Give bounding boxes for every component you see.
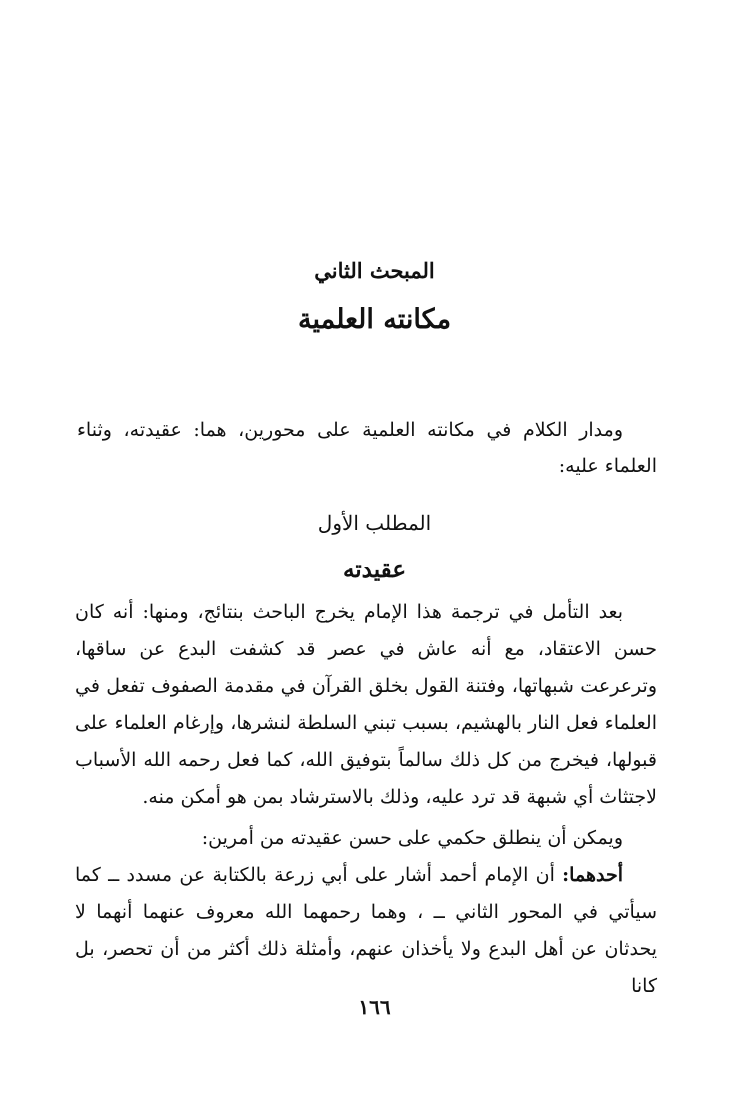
subsection-label: المطلب الأول (317, 511, 432, 535)
paragraph-3 (75, 857, 657, 1005)
paragraph-1: بعد التأمل في ترجمة هذا الإمام يخرج الباحث بنتائج، ومنها: أنه كان حسن الاعتقاد، مع أنه عاش في عصر قد كشفت البدع عن ساقها، وترعرعت شبهاتها، وفتنة القول بخلق القرآن في مقدمة الصفوف تفعل في العلماء فعل النار بالهشيم، بسبب تبني السلطة لنشرها، وإرغام العلماء على قبولها، فيخرج من كل ذلك سالماً بتوفيق الله، كما فعل رحمه الله الأسباب لاجتثاث أي شبهة قد ترد عليه، وذلك بالاسترشاد بمن هو أمكن منه. (75, 601, 657, 808)
paragraph-3-text: أن الإمام أحمد أشار على أبي زرعة بالكتابة عن مسدد ــ كما سيأتي في المحور الثاني ــ ، وهما رحمهما الله معروف عنهما أنهما لا يحدثان عن أهل البدع ولا يأخذان عنهم، وأمثلة ذلك أكثر من أن تحصر، بل كانا (75, 864, 657, 997)
paragraph-2: ويمكن أن ينطلق حكمي على حسن عقيدته من أمرين: (201, 827, 623, 849)
intro-paragraph: ومدار الكلام في مكانته العلمية على محورين، هما: عقيدته، وثناء العلماء عليه: (77, 419, 657, 477)
page-number: ١٦٦ (358, 995, 391, 1019)
paragraph-3-lead: أحدهما: (562, 864, 623, 886)
body-text (75, 594, 657, 1009)
subsection-title: عقيدته (342, 556, 407, 583)
chapter-title: مكانته العلمية (297, 304, 452, 335)
section-label: المبحث الثاني (314, 258, 435, 283)
